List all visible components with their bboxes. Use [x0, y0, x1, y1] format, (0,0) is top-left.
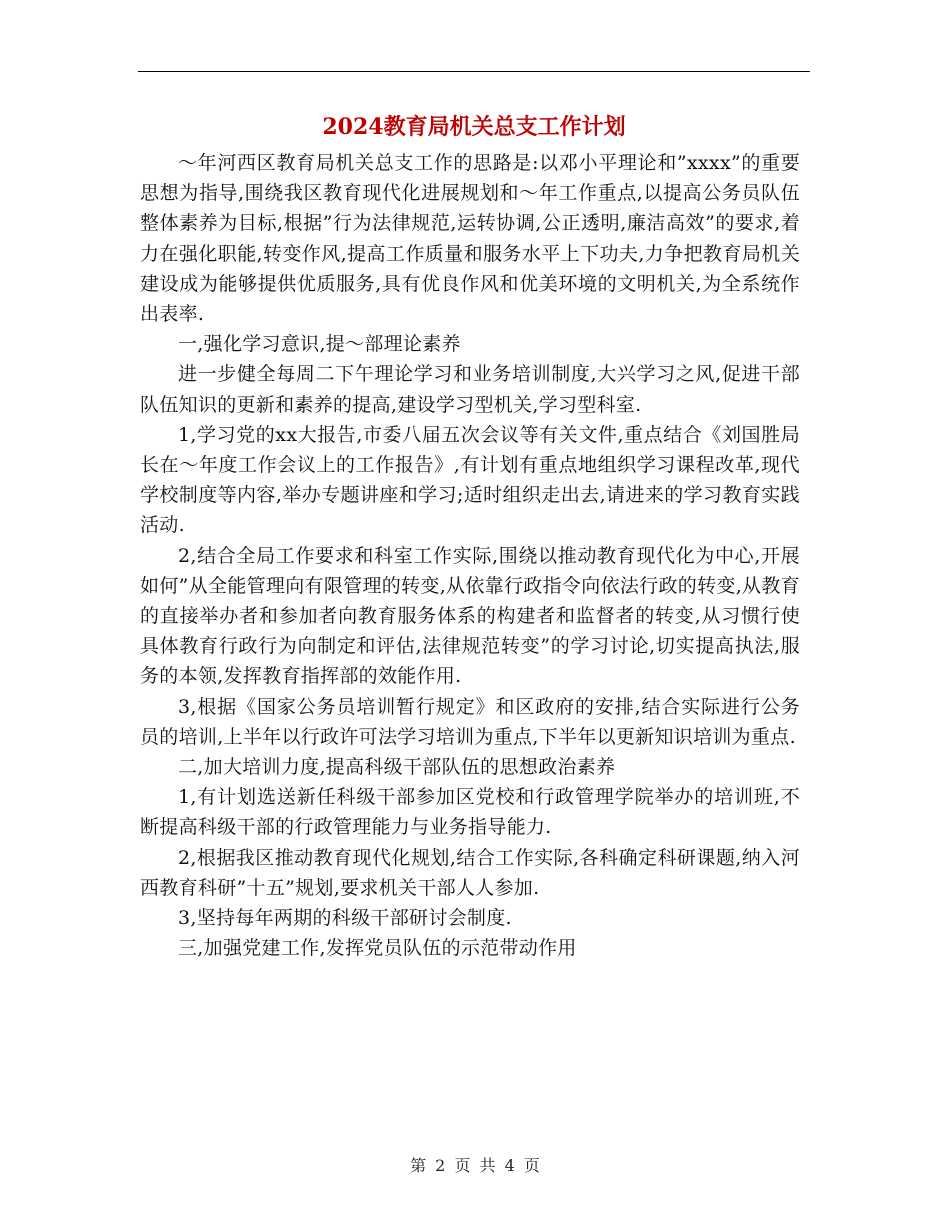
- list-item: 1,学习党的xx大报告,市委八届五次会议等有关文件,重点结合《刘国胜局长在～年度工作会议上的工作报告》,有计划有重点地组织学习课程改革,现代学校制度等内容,举办专题讲座和学习;适时组织走出去,请进来的学习教育实践活动.: [140, 423, 800, 537]
- list-item: 3,坚持每年两期的科级干部研讨会制度.: [178, 907, 512, 930]
- list-item: 2,根据我区推动教育现代化规划,结合工作实际,各科确定科研课题,纳入河西教育科研”十五”规划,要求机关干部人人参加.: [140, 846, 800, 899]
- section-heading-1: 一,强化学习意识,提～部理论素养: [178, 333, 461, 356]
- document-body: [140, 148, 800, 963]
- document-title: 2024教育局机关总支工作计划: [322, 114, 626, 140]
- list-item: 2,结合全局工作要求和科室工作实际,围绕以推动教育现代化为中心,开展如何”从全能管理向有限管理的转变,从依靠行政指令向依法行政的转变,从教育的直接举办者和参加者向教育服务体系的构建者和监督者的转变,从习惯行使具体教育行政行为向制定和评估,法律规范转变”的学习讨论,切实提高执法,服务的本领,发挥教育指挥部的效能作用.: [140, 544, 800, 688]
- section-heading-3: 三,加强党建工作,发挥党员队伍的示范带动作用: [178, 937, 577, 960]
- list-item: 1,有计划选送新任科级干部参加区党校和行政管理学院举办的培训班,不断提高科级干部的行政管理能力与业务指导能力.: [140, 786, 800, 839]
- page-number: 第 2 页 共 4 页: [410, 1156, 540, 1175]
- header-rule: [138, 71, 810, 72]
- paragraph: 进一步健全每周二下午理论学习和业务培训制度,大兴学习之风,促进干部队伍知识的更新和素养的提高,建设学习型机关,学习型科室.: [140, 363, 800, 416]
- paragraph-intro: ～年河西区教育局机关总支工作的思路是:以邓小平理论和”xxxx”的重要思想为指导,围绕我区教育现代化进展规划和～年工作重点,以提高公务员队伍整体素养为目标,根据”行为法律规范,运转协调,公正透明,廉洁高效”的要求,着力在强化职能,转变作风,提高工作质量和服务水平上下功夫,力争把教育局机关建设成为能够提供优质服务,具有优良作风和优美环境的文明机关,为全系统作出表率.: [140, 152, 800, 326]
- section-heading-2: 二,加大培训力度,提高科级干部队伍的思想政治素养: [178, 756, 616, 779]
- list-item: 3,根据《国家公务员培训暂行规定》和区政府的安排,结合实际进行公务员的培训,上半年以行政许可法学习培训为重点,下半年以更新知识培训为重点.: [140, 695, 800, 748]
